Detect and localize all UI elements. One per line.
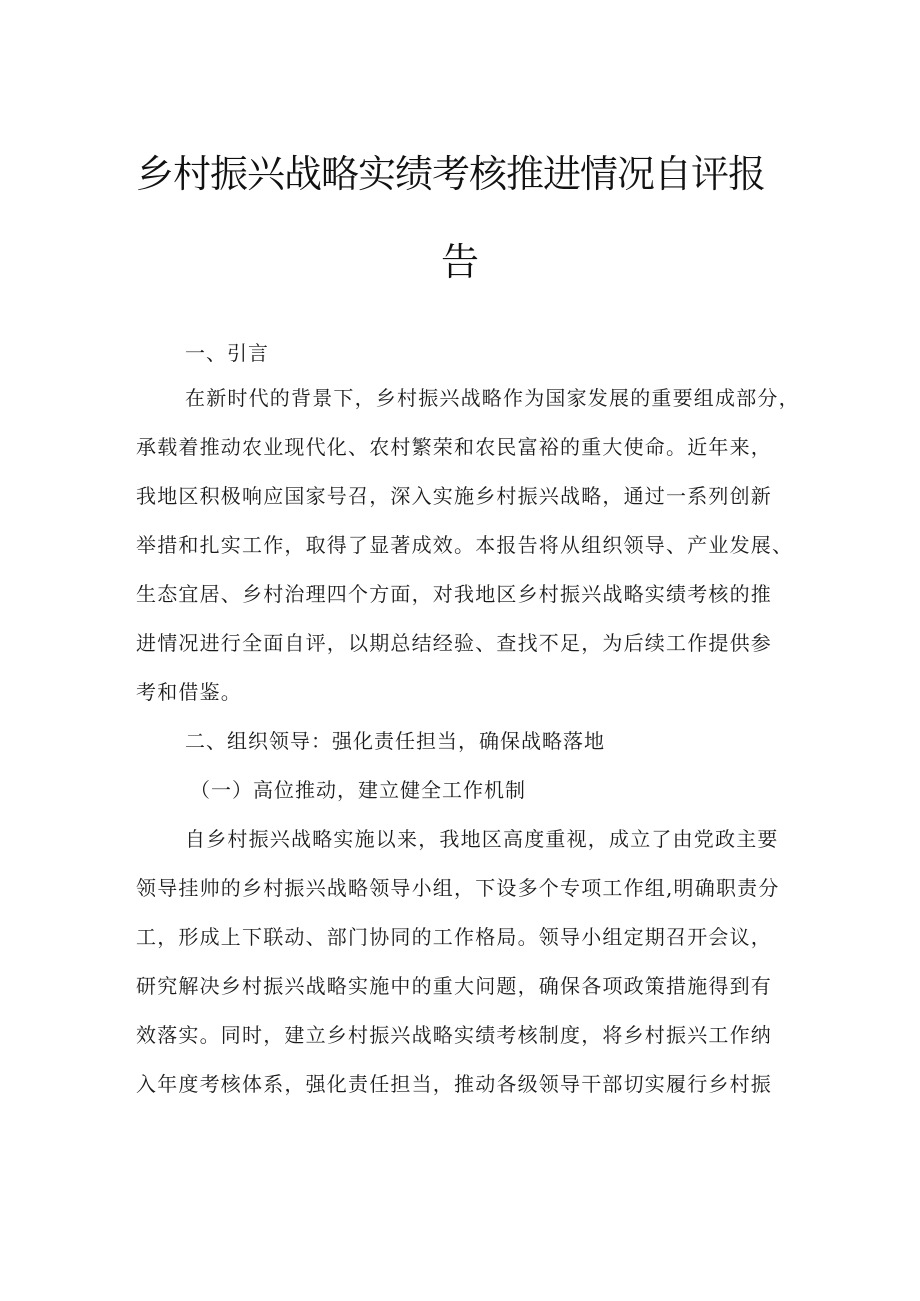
paragraph-line: 领导挂帅的乡村振兴战略领导小组，下设多个专项工作组,明确职责分 [136, 876, 780, 900]
paragraph-line: 我地区积极响应国家号召，深入实施乡村振兴战略，通过一系列创新 [136, 484, 772, 508]
paragraph-line: 考和借鉴。 [136, 680, 242, 704]
section-heading-introduction: 一、引言 [185, 341, 269, 365]
paragraph-line: 研究解决乡村振兴战略实施中的重大问题，确保各项政策措施得到有 [136, 974, 772, 998]
document-title-line-1: 乡村振兴战略实绩考核推进情况自评报 [136, 152, 766, 196]
subsection-heading-mechanism: （一）高位推动，建立健全工作机制 [190, 778, 526, 802]
paragraph-line: 承载着推动农业现代化、农村繁荣和农民富裕的重大使命。近年来， [136, 435, 772, 459]
paragraph-line: 举措和扎实工作，取得了显著成效。本报告将从组织领导、产业发展、 [136, 533, 794, 557]
paragraph-line: 入年度考核体系，强化责任担当，推动各级领导干部切实履行乡村振 [136, 1072, 772, 1096]
paragraph-line: 生态宜居、乡村治理四个方面，对我地区乡村振兴战略实绩考核的推 [136, 582, 772, 606]
paragraph-line: 在新时代的背景下，乡村振兴战略作为国家发展的重要组成部分， [185, 386, 800, 410]
paragraph-line: 效落实。同时，建立乡村振兴战略实绩考核制度，将乡村振兴工作纳 [136, 1023, 772, 1047]
paragraph-line: 自乡村振兴战略实施以来，我地区高度重视，成立了由党政主要 [185, 827, 779, 851]
paragraph-line: 进情况进行全面自评，以期总结经验、查找不足，为后续工作提供参 [136, 631, 772, 655]
document-title-line-2: 告 [440, 240, 479, 284]
section-heading-organization: 二、组织领导：强化责任担当，确保战略落地 [185, 729, 605, 753]
paragraph-line: 工，形成上下联动、部门协同的工作格局。领导小组定期召开会议， [136, 925, 772, 949]
